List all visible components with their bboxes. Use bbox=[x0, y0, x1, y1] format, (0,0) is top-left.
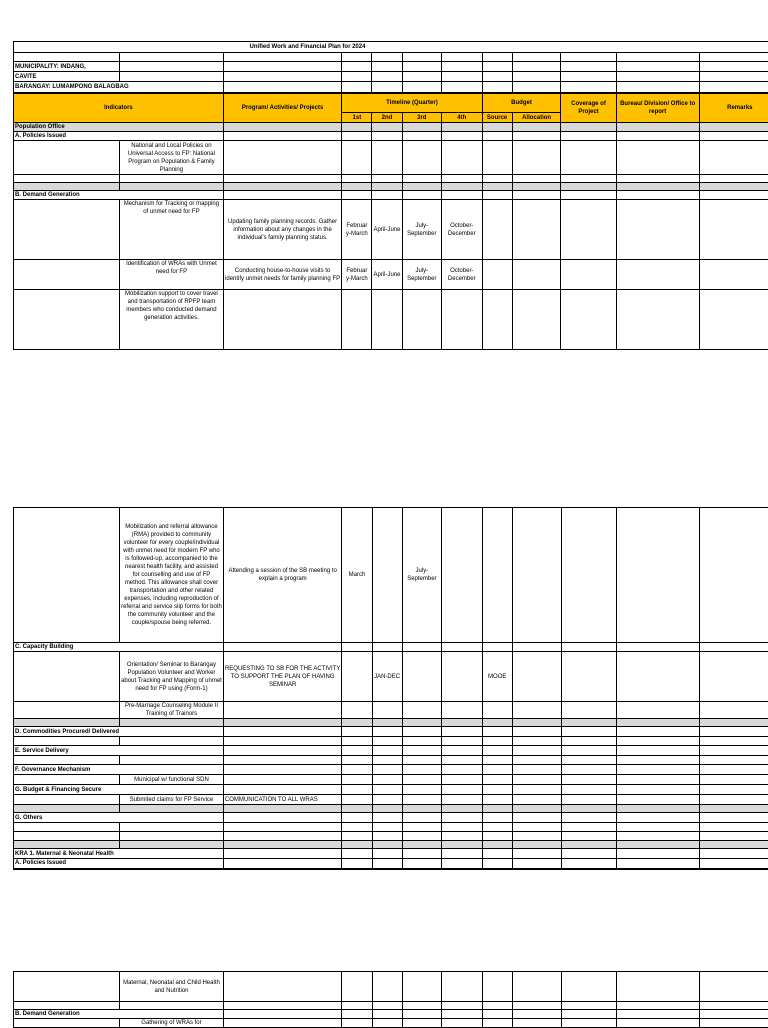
orientation-q2: JAN-DEC bbox=[372, 652, 402, 702]
q1-header: 1st bbox=[342, 113, 372, 123]
table-row bbox=[14, 795, 768, 805]
row-q3: July-September bbox=[402, 260, 441, 290]
work-plan-table-bottom bbox=[13, 971, 768, 1028]
premarriage-indicator: Pre-Marriage Counseling Module II Training of Trainors bbox=[120, 702, 224, 719]
source-header: Source bbox=[482, 113, 512, 123]
mobilization-q1: March bbox=[342, 508, 372, 643]
municipality-label: MUNICIPALITY: INDANG, bbox=[14, 62, 120, 72]
claims-indicator: Submited claims for FP Service bbox=[120, 795, 224, 805]
table-row bbox=[14, 508, 768, 643]
row-q2: April-June bbox=[372, 260, 402, 290]
row-q4: October-December bbox=[442, 200, 483, 260]
row-indicator: Mechanism for Tracking or mapping of unmet need for FP bbox=[119, 200, 223, 260]
work-plan-table-middle bbox=[13, 507, 768, 870]
province-label: CAVITE bbox=[14, 72, 120, 82]
remarks-header: Remarks bbox=[699, 93, 768, 123]
table-row bbox=[14, 652, 768, 702]
section-others: G. Others bbox=[14, 813, 224, 823]
row-indicator: Identification of WRAs with Unmet need for FP bbox=[119, 260, 223, 290]
sdn-indicator: Municipal w/ functional SDN bbox=[120, 775, 224, 785]
table-row bbox=[14, 260, 768, 290]
programs-header: Program/ Activities/ Projects bbox=[223, 93, 341, 123]
orientation-source: MOOE bbox=[482, 652, 512, 702]
section-kra-maternal: KRA 1. Maternal & Neonatal Health bbox=[14, 849, 224, 859]
section-policies-issued: A. Policies Issued bbox=[14, 132, 224, 141]
section-commodities: D. Commodities Procured/ Delivered bbox=[14, 727, 224, 737]
section-population-office: Population Office bbox=[14, 123, 224, 132]
q3-header: 3rd bbox=[402, 113, 441, 123]
orientation-indicator: Orientation/ Seminar to Barangay Population Volunteer and Worker about Tracking and Mapping of unmet need for FP using (Form-1) bbox=[120, 652, 224, 702]
work-plan-table-top bbox=[13, 41, 768, 350]
q4-header: 4th bbox=[442, 113, 483, 123]
indicators-header: Indicators bbox=[14, 93, 224, 123]
timeline-header: Timeline (Quarter) bbox=[342, 93, 482, 113]
policy-indicator: National and Local Policies on Universal Access to FP: National Program on Population & Family Planning bbox=[119, 141, 223, 175]
table-row bbox=[14, 1019, 768, 1028]
row-q1: Februar y-March bbox=[342, 260, 372, 290]
section-governance: F. Governance Mechanism bbox=[14, 765, 224, 775]
section-budget-financing: G. Budget & Financing Secure bbox=[14, 785, 224, 795]
orientation-program: REQUESTING TO SB FOR THE ACTIVITY TO SUPPORT THE PLAN OF HAVING SEMINAR bbox=[223, 652, 341, 702]
table-row bbox=[14, 972, 768, 1002]
budget-header: Budget bbox=[482, 93, 561, 113]
section-service-delivery: E. Service Delivery bbox=[14, 746, 224, 756]
table-row bbox=[14, 702, 768, 719]
mobilization-indicator: Mobilization and referral allowance (RMA) provided to community volunteer for every couple/individual with unmet need for modern FP who is followed-up, accompanied to the nearest health facility, and assisted for counselling and use of FP method. This allowance shall cover transportation and other related expenses, including reproduction of referral and service slip forms for both the community volunteer and the couple/spouse being referred. bbox=[120, 508, 224, 643]
section-policies-issued-2: A. Policies Issued bbox=[14, 859, 224, 869]
row-q2: April-June bbox=[372, 200, 402, 260]
mnchn-indicator: Maternal, Neonatal and Child Health and Nutrition bbox=[120, 972, 224, 1002]
row-program: Conducting house-to-house visits to identify unmet needs for family planning FP bbox=[223, 260, 341, 290]
section-demand-generation-2: B. Demand Generation bbox=[14, 1010, 224, 1019]
table-row bbox=[14, 200, 768, 260]
bureau-header: Bureau/ Division/ Office to report bbox=[616, 93, 699, 123]
table-row bbox=[14, 290, 768, 350]
mobilization-q3: July-September bbox=[402, 508, 441, 643]
row-program: Updating family planning records. Gather information about any changes in the individual's family planning status. bbox=[223, 200, 341, 260]
section-capacity-building: C. Capacity Building bbox=[14, 643, 224, 652]
barangay-label: BARANGAY: LUMAMPONG BALAGBAG bbox=[14, 82, 224, 93]
row-indicator: Mobilization support to cover travel and transportation of RPFP team members who conducted demand generation activities. bbox=[119, 290, 223, 350]
table-row bbox=[14, 775, 768, 785]
coverage-header: Coverage of Project bbox=[561, 93, 616, 123]
section-demand-generation: B. Demand Generation bbox=[14, 191, 224, 200]
plan-title: Unified Work and Financial Plan for 2024 bbox=[14, 42, 768, 53]
communication-program: COMMUNICATION TO ALL WRAS bbox=[223, 795, 341, 805]
row-q1: Februar y-March bbox=[342, 200, 372, 260]
row-q3: July-September bbox=[402, 200, 441, 260]
q2-header: 2nd bbox=[372, 113, 402, 123]
mobilization-program: Attending a session of the SB meeting to explain a program bbox=[223, 508, 341, 643]
gathering-indicator: Gathering of WRAs for bbox=[120, 1019, 224, 1028]
allocation-header: Allocation bbox=[512, 113, 561, 123]
row-q4: October-December bbox=[442, 260, 483, 290]
